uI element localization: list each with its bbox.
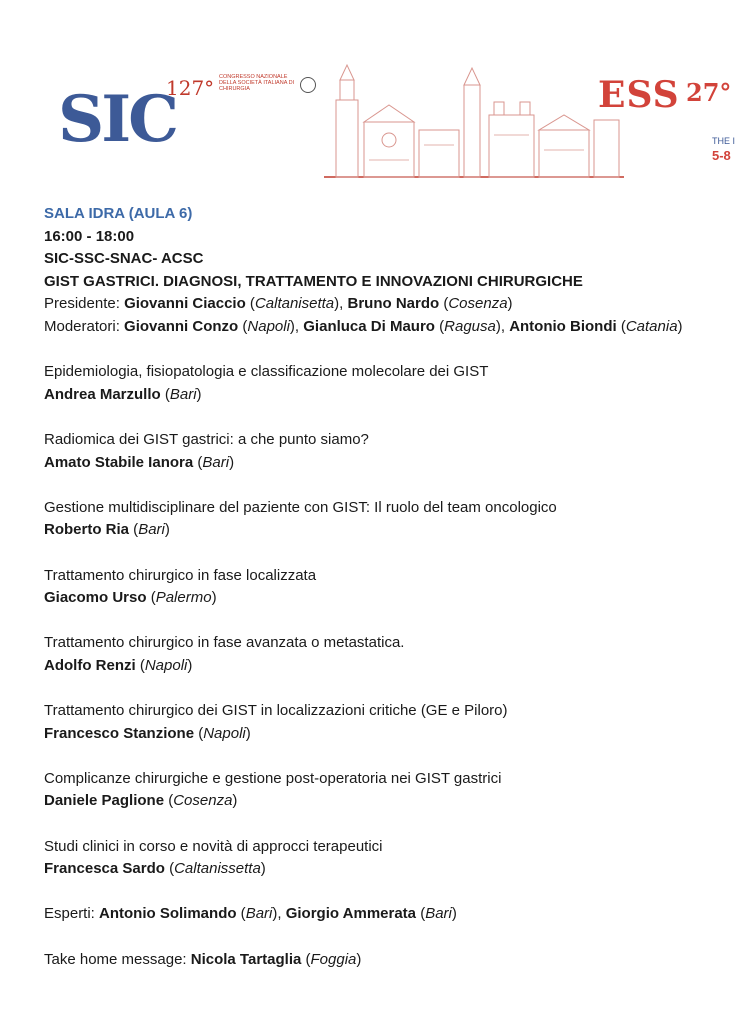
- sic-subtitle: CONGRESSO NAZIONALE DELLA SOCIETÀ ITALIANA DI CHIRURGIA: [219, 74, 295, 92]
- talk-city: Caltanissetta: [174, 860, 261, 878]
- session-societies: SIC-SSC-SNAC- ACSC: [44, 250, 204, 268]
- sic-logo-text: SIC: [58, 82, 177, 157]
- talk-title: Radiomica dei GIST gastrici: a che punto siamo?: [44, 430, 369, 448]
- session-time: 16:00 - 18:00: [44, 227, 135, 245]
- talk-item: Trattamento chirurgico in fase avanzata o metastatica. Adolfo Renzi (Napoli): [44, 632, 736, 677]
- talk-title: Gestione multidisciplinare del paziente con GIST: Il ruolo del team oncologico: [44, 498, 557, 516]
- talk-speaker: Amato Stabile Ianora: [44, 453, 194, 471]
- talk-speaker: Francesco Stanzione: [44, 724, 195, 742]
- talk-city: Bari: [138, 521, 165, 539]
- experts-label: Esperti:: [44, 905, 95, 923]
- moderator-city: Catania: [625, 317, 678, 335]
- president-city: Cosenza: [448, 295, 508, 313]
- expert-city: Bari: [425, 905, 452, 923]
- presidents-label: Presidente:: [44, 295, 120, 313]
- sic-logo: [58, 82, 177, 157]
- take-home-name: Nicola Tartaglia: [190, 950, 302, 968]
- talk-title: Trattamento chirurgico dei GIST in localizzazioni critiche (GE e Piloro): [44, 702, 508, 720]
- president-name: Bruno Nardo: [347, 295, 440, 313]
- talk-title: Trattamento chirurgico in fase avanzata o metastatica.: [44, 634, 405, 652]
- moderator-name: Giovanni Conzo: [124, 317, 239, 335]
- talk-city: Bari: [169, 385, 197, 403]
- expert-city: Bari: [245, 905, 273, 923]
- presidents-line: Presidente: Giovanni Ciaccio (Caltanisetta), Bruno Nardo (Cosenza): [44, 295, 513, 313]
- take-home-label: Take home message:: [44, 950, 187, 968]
- moderator-city: Ragusa: [444, 317, 496, 335]
- moderators-label: Moderatori:: [44, 317, 120, 335]
- talk-title: Studi clinici in corso e novità di approcci terapeutici: [44, 837, 383, 855]
- talk-item: Epidemiologia, fisiopatologia e classificazione molecolare dei GIST Andrea Marzullo (Bari): [44, 361, 736, 406]
- talk-item: Trattamento chirurgico dei GIST in localizzazioni critiche (GE e Piloro) Francesco Stanzione (Napoli): [44, 700, 736, 745]
- talk-item: Radiomica dei GIST gastrici: a che punto siamo? Amato Stabile Ianora (Bari): [44, 429, 736, 474]
- congress-banner: [44, 60, 736, 182]
- talk-speaker: Andrea Marzullo: [44, 385, 161, 403]
- sic-emblem-icon: [300, 77, 316, 93]
- talk-speaker: Francesca Sardo: [44, 860, 165, 878]
- talk-speaker: Giacomo Urso: [44, 589, 147, 607]
- expert-name: Giorgio Ammerata: [285, 905, 417, 923]
- take-home-city: Foggia: [310, 950, 357, 968]
- talk-city: Bari: [202, 453, 230, 471]
- ess-dates: 5-8: [712, 148, 731, 163]
- talk-item: Studi clinici in corso e novità di approcci terapeutici Francesca Sardo (Caltanissetta): [44, 836, 736, 881]
- talk-item: Complicanze chirurgiche e gestione post-operatoria nei GIST gastrici Daniele Paglione (Cosenza): [44, 768, 736, 813]
- ess-tagline: THE I: [712, 136, 736, 146]
- bari-skyline-illustration: [324, 60, 624, 182]
- sic-edition: 127°: [166, 76, 215, 100]
- ess-edition: 27°: [686, 78, 732, 107]
- session-program: [44, 203, 736, 971]
- president-city: Caltanisetta: [254, 295, 335, 313]
- moderators-line: Moderatori: Giovanni Conzo (Napoli), Gianluca Di Mauro (Ragusa), Antonio Biondi (Catania): [44, 317, 683, 335]
- ess-logo-text: ESS: [598, 74, 680, 116]
- talk-title: Trattamento chirurgico in fase localizzata: [44, 566, 317, 584]
- talk-city: Napoli: [203, 724, 246, 742]
- moderator-name: Gianluca Di Mauro: [303, 317, 435, 335]
- talk-item: Gestione multidisciplinare del paziente con GIST: Il ruolo del team oncologico Roberto Ria (Bari): [44, 497, 736, 542]
- moderator-city: Napoli: [247, 317, 290, 335]
- take-home-item: Take home message: Nicola Tartaglia (Foggia): [44, 950, 362, 968]
- experts-item: Esperti: Antonio Solimando (Bari), Giorgio Ammerata (Bari): [44, 905, 457, 923]
- president-name: Giovanni Ciaccio: [124, 295, 246, 313]
- talk-title: Epidemiologia, fisiopatologia e classificazione molecolare dei GIST: [44, 363, 489, 381]
- talk-item: Trattamento chirurgico in fase localizzata Giacomo Urso (Palermo): [44, 565, 736, 610]
- talk-city: Cosenza: [173, 792, 233, 810]
- room-name: SALA IDRA (AULA 6): [44, 205, 193, 222]
- expert-name: Antonio Solimando: [99, 905, 237, 923]
- talk-city: Palermo: [155, 589, 212, 607]
- moderator-name: Antonio Biondi: [509, 317, 617, 335]
- session-title: GIST GASTRICI. DIAGNOSI, TRATTAMENTO E INNOVAZIONI CHIRURGICHE: [44, 272, 583, 290]
- talk-speaker: Daniele Paglione: [44, 792, 165, 810]
- talk-city: Napoli: [144, 656, 188, 674]
- talk-speaker: Adolfo Renzi: [44, 656, 136, 674]
- talk-title: Complicanze chirurgiche e gestione post-operatoria nei GIST gastrici: [44, 769, 502, 787]
- talk-speaker: Roberto Ria: [44, 521, 130, 539]
